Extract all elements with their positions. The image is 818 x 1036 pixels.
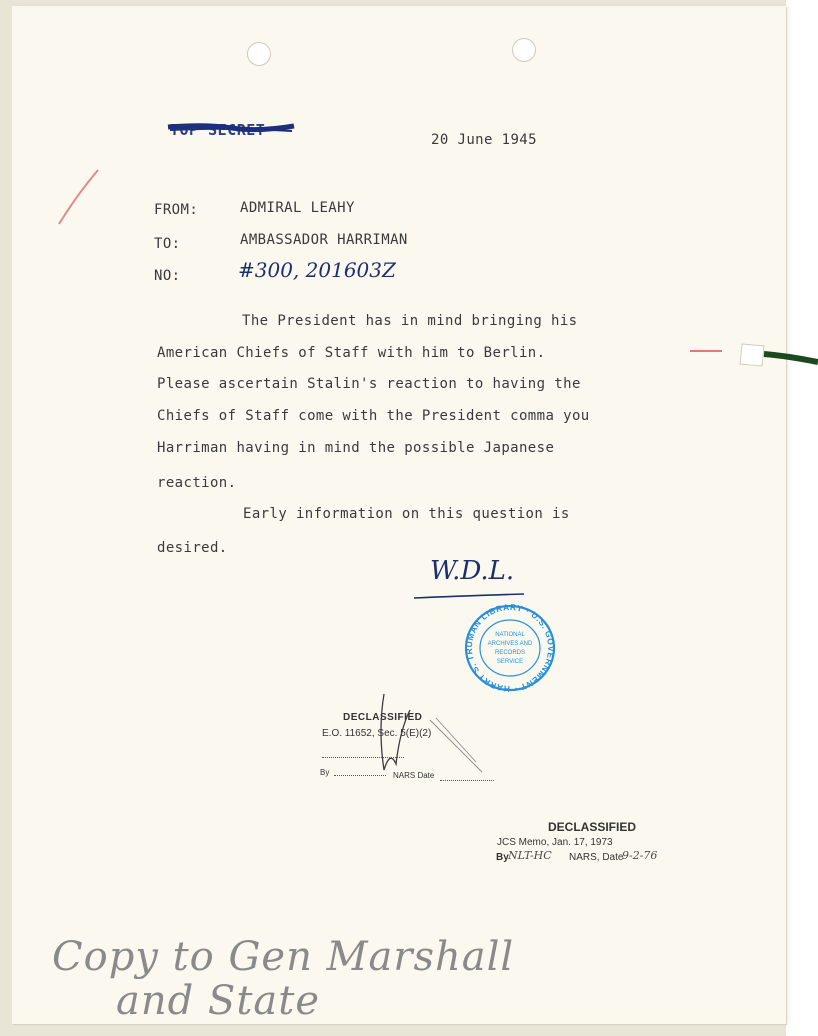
from-value: ADMIRAL LEAHY [240, 200, 355, 216]
punch-hole [512, 38, 536, 62]
body-line: Harriman having in mind the possible Japanese [157, 440, 555, 456]
declass-stamp-authority: E.O. 11652, Sec. 5(E)(2) [322, 728, 432, 739]
stamp-outer-text: HARRY S. TRUMAN LIBRARY · U.S. GOVERNMENT · [463, 602, 557, 694]
declass-pen-scribble [370, 690, 490, 782]
declass-stamp-title: DECLASSIFIED [343, 712, 423, 723]
punch-hole [247, 42, 271, 66]
body-line: reaction. [157, 475, 237, 491]
paper-tab [738, 340, 818, 374]
declass-stamp-nars-label: NARS Date [393, 771, 435, 780]
body-line: desired. [157, 540, 228, 556]
declass-stamp-by-label: By [320, 768, 330, 777]
declass-stamp-2-memo: JCS Memo, Jan. 17, 1973 [497, 837, 613, 848]
body-line: Early information on this question is [243, 506, 570, 522]
from-label: FROM: [154, 202, 199, 218]
truman-library-stamp [460, 602, 560, 694]
no-label: NO: [154, 268, 181, 284]
stamp-inner-text: SERVICE [496, 659, 524, 665]
declass-stamp-2-date: 9-2-76 [622, 849, 658, 862]
to-value: AMBASSADOR HARRIMAN [240, 232, 408, 248]
body-line: American Chiefs of Staff with him to Berlin. [157, 345, 546, 361]
document-date: 20 June 1945 [431, 132, 537, 148]
message-number: #300, 201603Z [238, 258, 396, 282]
declass-stamp-2-title: DECLASSIFIED [548, 820, 637, 834]
declass-stamp-2-nars-label: NARS, Date [569, 852, 624, 863]
stamp-inner-text: RECORDS [494, 650, 526, 656]
classification-strikethrough [166, 118, 296, 136]
to-label: TO: [154, 236, 181, 252]
body-line: Please ascertain Stalin's reaction to having the [157, 376, 581, 392]
pencil-note: and State [116, 978, 320, 1024]
svg-text:HARRY S. TRUMAN LIBRARY · U.S. [464, 602, 556, 694]
declass-stamp-2-by-label: By [496, 852, 509, 863]
pencil-note: Copy to Gen Marshall [52, 934, 515, 980]
scan-edge [786, 0, 818, 1036]
body-line: The President has in mind bringing his [242, 313, 578, 329]
signature-initials: W.D.L. [430, 556, 515, 586]
stamp-inner-text: ARCHIVES AND [487, 641, 533, 647]
red-dash-mark [688, 346, 728, 356]
declass-stamp-2-by-value: NLT-HC [508, 849, 552, 862]
classification-marking: TOP SECRET [170, 121, 266, 139]
stamp-inner-text: NATIONAL [495, 632, 525, 638]
body-line: Chiefs of Staff come with the President comma you [157, 408, 590, 424]
red-pencil-mark [56, 166, 102, 228]
